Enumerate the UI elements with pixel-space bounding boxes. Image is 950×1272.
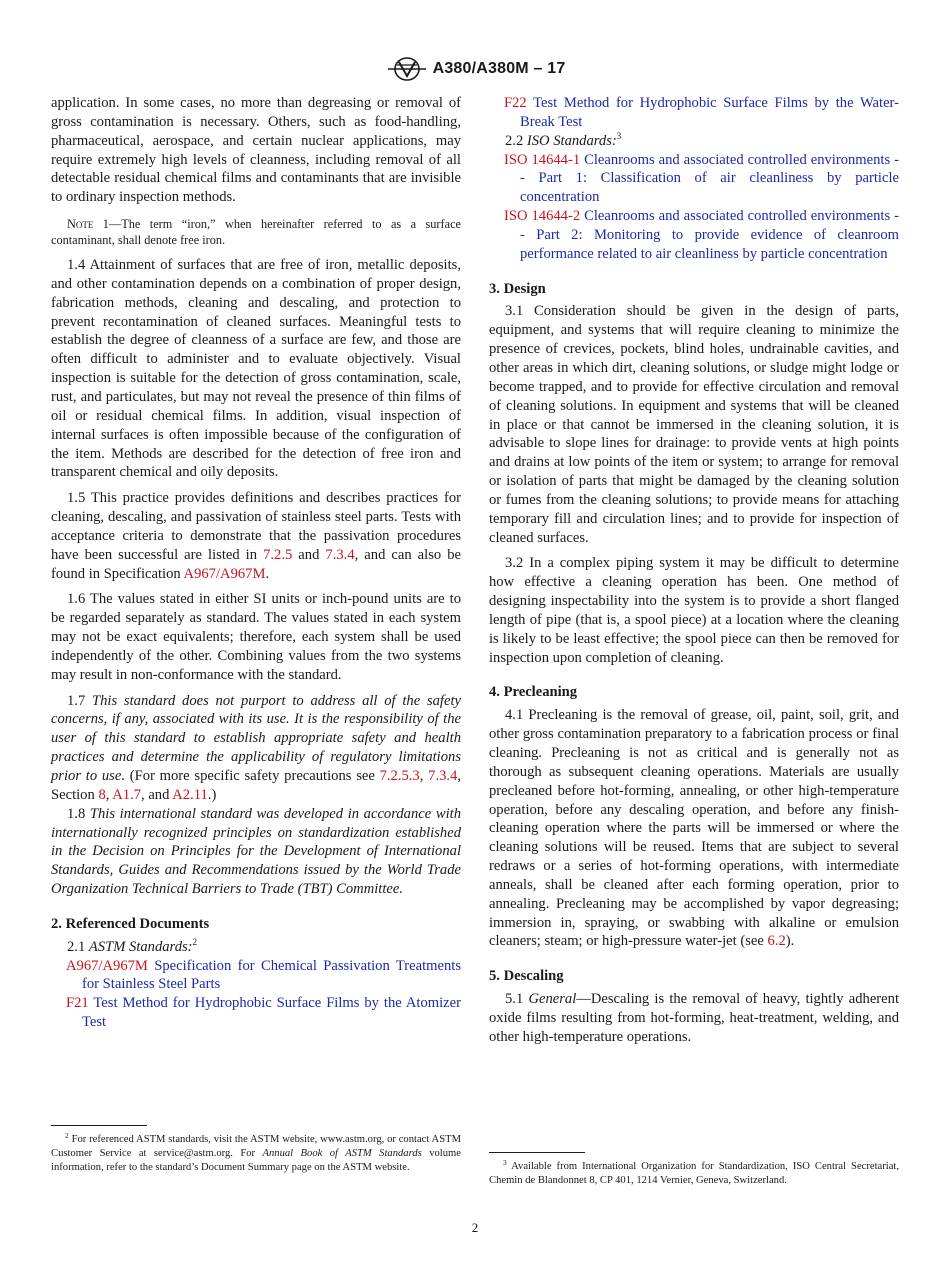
footnote-marker: 3	[616, 130, 622, 141]
note-label: Note 1	[67, 217, 109, 232]
section-1-7-text: (For more specific safety precautions see	[125, 768, 380, 784]
footnote-text: For referenced ASTM standards, visit the ASTM website, www.astm.org, or contact ASTM Customer Service at service@astm.org. For	[51, 1134, 461, 1160]
section-5-1-text: —Descaling is the removal of heavy, tightly adherent oxide films resulting from hot-forming, heat-treatment, welding, and other high-temperature operations.	[489, 991, 899, 1045]
reference-iso-14644-2[interactable]	[489, 207, 899, 264]
footnote-marker: 2	[65, 1131, 69, 1140]
section-2-2	[489, 132, 899, 151]
section-number: 1.8	[67, 805, 90, 822]
section-1-5-text: 1.5 This practice provides definitions and describes practices for cleaning, descaling, and passivation of stainless steel parts. Tests with acceptance criteria to demonstrate that the passivation procedures have been successful are listed in	[51, 490, 461, 563]
separator: .)	[207, 786, 217, 803]
section-1-4: 1.4 Attainment of surfaces that are free of iron, metallic deposits, and other contamination depends on a combination of proper design, fabrication methods, cleaning and descaling, and protection to prevent recontamination of cleaned surfaces. Meaningful tests to establish the degree of cleanness of a surface are few, and those are often difficult to administer and to evaluate objectively. Visual inspection is suitable for the detection of gross contamination, scale, rust, and particulates, but may not reveal the presence of thin films of oil or residual chemical films. In addition, visual inspection of internal surfaces is often impossible because of the configuration of the item. Methods are described for the detection of free iron and transparent chemical and oily deposits.	[51, 257, 461, 481]
iso-standards-label: ISO Standards:	[526, 132, 617, 149]
section-1-5-text: , and can also be found in Specification	[51, 546, 462, 582]
heading-precleaning: 4. Precleaning	[489, 684, 578, 701]
separator: , and	[141, 786, 173, 803]
reference-title[interactable]: Specification for Chemical Passivation Treatments for Stainless Steel Parts	[82, 957, 461, 993]
link-6-2[interactable]: 6.2	[767, 933, 786, 950]
link-7-2-5[interactable]: 7.2.5	[263, 546, 293, 563]
reference-title[interactable]: Test Method for Hydrophobic Surface Films by the Water-Break Test	[520, 95, 899, 130]
footnote-text: volume information, refer to the standard’s Document Summary page on the ASTM website.	[51, 1148, 461, 1174]
page-number: 2	[471, 1220, 479, 1235]
page-header	[0, 56, 950, 82]
heading-design: 3. Design	[489, 280, 546, 297]
note-1	[51, 217, 461, 248]
footnote-italic: Annual Book of ASTM Standards	[262, 1148, 422, 1160]
reference-code[interactable]: ISO 14644-1	[504, 151, 581, 168]
heading-referenced-documents: 2. Referenced Documents	[51, 915, 210, 932]
section-1-7	[51, 692, 461, 805]
link-a2-11[interactable]: A2.11	[172, 786, 208, 803]
section-1-5	[51, 489, 461, 583]
general-label: General	[528, 991, 577, 1008]
footnote-rule	[489, 1152, 585, 1153]
link-7-2-5-3[interactable]: 7.2.5.3	[379, 768, 420, 784]
section-number: 5.1	[505, 991, 529, 1008]
reference-code[interactable]: F22	[504, 95, 527, 111]
astm-standards-label: ASTM Standards:	[88, 938, 193, 955]
reference-title[interactable]: Cleanrooms and associated controlled environments -- Part 2: Monitoring to provide evidence of cleanroom performance related to air cleanliness by particle concentration	[520, 208, 899, 262]
reference-code[interactable]: A967/A967M	[66, 957, 148, 974]
left-column	[51, 94, 461, 1032]
reference-code[interactable]: ISO 14644-2	[504, 208, 581, 225]
footnote-text: Available from International Organization for Standardization, ISO Central Secretariat, Chemin de Blandonnet 8, CP 401, 1214 Vernier, Geneva, Switzerland.	[489, 1161, 899, 1187]
note-text: —The term “iron,” when hereinafter referred to as a surface contaminant, shall denote free iron.	[51, 217, 461, 247]
astm-logo-icon	[385, 57, 429, 81]
section-3-2: 3.2 In a complex piping system it may be difficult to determine how effective a cleaning operation has been. One method of designing inspectability into the system is to provide a short flanged length of pipe (that is, a spool piece) at a location where the cleaning is likely to be least effective; the spool piece can then be removed for inspection upon completion of cleaning.	[489, 555, 899, 666]
section-1-6: 1.6 The values stated in either SI units or inch-pound units are to be regarded separately as standard. The values stated in each system may not be exact equivalents; therefore, each system shall be used independently of the other. Combining values from the two systems may result in non-conformance with the standard.	[51, 591, 461, 683]
safety-statement: This standard does not purport to address all of the safety concerns, if any, associated with its use. It is the responsibility of the user of this standard to establish appropriate safety and health practices and determine the applicability of regulatory limitations prior to use.	[51, 692, 461, 784]
footnote-marker: 2	[192, 936, 198, 947]
reference-f22[interactable]	[489, 94, 899, 132]
footnote-marker: 3	[503, 1158, 507, 1167]
link-a1-7[interactable]: A1.7	[112, 786, 142, 803]
section-2-1	[51, 938, 461, 957]
section-4-1-text: 4.1 Precleaning is the removal of grease, oil, paint, soil, grit, and other gross contamination preparatory to a fabrication process or final cleaning. Precleaning is not as critical and is generally not as thorough as subsequent cleaning operations. Materials are usually precleaned before hot-forming, annealing, or other high-temperature operation, before any descaling operation, and before any finish-cleaning operation where the parts will be immersed or where the cleaning solutions will be reused. Items that are subject to several redraws or a series of hot-forming operations, with intermediate anneals, shall be cleaned after each forming operation, prior to annealing. Precleaning may be accomplished by vapor degreasing; immersion in, spraying, or swabbing with alkaline or emulsion cleaners; steam; or high-pressure water-jet (see	[489, 707, 899, 950]
footnote-3	[489, 1160, 899, 1188]
separator: ,	[419, 768, 429, 784]
reference-code[interactable]: F21	[66, 995, 89, 1012]
link-section-8[interactable]: 8	[98, 786, 106, 803]
link-a967[interactable]: A967/A967M	[183, 565, 266, 582]
link-7-3-4[interactable]: 7.3.4	[428, 768, 458, 784]
reference-title[interactable]: Test Method for Hydrophobic Surface Films by the Atomizer Test	[82, 995, 461, 1031]
heading-descaling: 5. Descaling	[489, 968, 564, 985]
reference-f21[interactable]	[51, 994, 461, 1032]
section-1-5-text: .	[265, 565, 270, 582]
reference-iso-14644-1[interactable]	[489, 151, 899, 208]
link-7-3-4[interactable]: 7.3.4	[325, 546, 355, 563]
reference-a967[interactable]	[51, 957, 461, 995]
wto-statement: This international standard was developed in accordance with internationally recognized principles on standardization established in the Decision on Principles for the Development of International Standards, Guides and Recommendations issued by the World Trade Organization Technical Barriers to Trade (TBT) Committee.	[51, 805, 462, 898]
separator: , Section	[51, 768, 461, 803]
section-1-5-text: and	[292, 546, 326, 563]
section-4-1	[489, 706, 899, 951]
separator: ).	[785, 933, 795, 950]
footnote-rule	[51, 1125, 147, 1126]
reference-title[interactable]: Cleanrooms and associated controlled environments -- Part 1: Classification of air cleanliness by particle concentration	[520, 151, 899, 206]
section-3-1: 3.1 Consideration should be given in the design of parts, equipment, and systems that will require cleaning to minimize the presence of crevices, pockets, blind holes, undrainable cavities, and other areas in which dirt, cleaning solutions, or sludge might lodge or become trapped, and to provide for effective circulation and removal of cleaning solutions. In equipment and systems that will be cleaned in place or that cannot be immersed in the cleaning solution, it is advisable to slope lines for drainage: to provide vents at high points and drains at low points of the item or system; to arrange for removal or isolation of parts that might be damaged by the cleaning solution or fumes from the cleaning solutions; to provide means for attaching temporary fill and circulation lines; and to provide for inspection of cleaned surfaces.	[489, 303, 899, 546]
section-number: 2.1	[67, 938, 89, 955]
section-5-1	[489, 990, 899, 1047]
intro-paragraph: application. In some cases, no more than degreasing or removal of gross contamination is necessary. Others, such as food-handling, pharmaceutical, aerospace, and certain nuclear applications, may require extremely high levels of cleanness, including removal of all detectable residual chemical films and contaminants that are invisible to ordinary inspection methods.	[51, 95, 461, 206]
document-designation: A380/A380M – 17	[432, 60, 566, 77]
separator: ,	[105, 786, 113, 803]
section-number: 1.7	[67, 692, 93, 709]
section-1-8	[51, 805, 461, 899]
right-column	[489, 94, 899, 1047]
footnote-2	[51, 1133, 461, 1176]
section-number: 2.2	[505, 132, 527, 149]
